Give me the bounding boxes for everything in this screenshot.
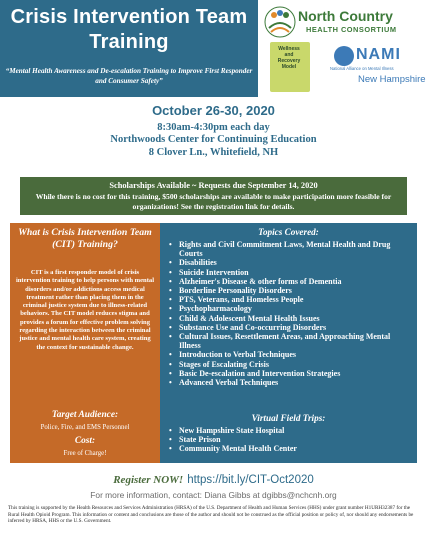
north-country-logo-title: North Country	[298, 8, 393, 24]
wellness-logo-text: Wellness and Recovery Model	[277, 46, 301, 70]
topics-heading: Topics Covered:	[258, 227, 319, 237]
cost-text: Free of Charge!	[63, 450, 107, 457]
event-dates: October 26-30, 2020	[152, 103, 275, 118]
cit-heading: What is Crisis Intervention Team (CIT) Training?	[18, 227, 152, 250]
target-audience-heading: Target Audience:	[51, 410, 119, 420]
logo-area	[258, 0, 427, 97]
list-item: • Introduction to Verbal Techniques	[168, 350, 412, 359]
scholarship-heading: Scholarships Available ~ Requests due September 14, 2020	[109, 181, 318, 190]
list-item: • Basic De-escalation and Intervention Strategies	[168, 369, 412, 378]
field-trips-heading: Virtual Field Trips:	[251, 413, 326, 423]
wellness-recovery-logo	[270, 42, 310, 92]
field-trips-list	[168, 426, 412, 454]
page-title-line1: Crisis Intervention Team	[10, 6, 248, 28]
north-country-logo-subtitle: HEALTH CONSORTIUM	[306, 25, 397, 34]
event-address: 8 Clover Ln., Whitefield, NH	[148, 147, 279, 158]
cit-description: CIT is a first responder model of crisis intervention training to help persons with mental disorders and/or addictions access medical treatment rather than placing them in the criminal justice system due to illness-related behaviors. The CIT model reduces stigma and provides a forum for effective problem solving regarding the interaction between the criminal justice and mental health care system, creating the context for sustainable change.	[15, 269, 155, 351]
list-item: • Suicide Intervention	[168, 268, 412, 277]
event-details	[0, 97, 427, 177]
target-audience-text: Police, Fire, and EMS Personnel	[40, 424, 130, 431]
header-banner	[0, 0, 258, 97]
north-country-logo-icon	[264, 6, 296, 38]
list-item: • Stages of Escalating Crisis	[168, 360, 412, 369]
page-title-line2: Training	[89, 31, 169, 53]
event-venue: Northwoods Center for Continuing Education	[110, 134, 317, 145]
nami-logo-tagline: National Alliance on Mental Illness	[330, 66, 394, 71]
register-line	[0, 470, 427, 488]
page-subtitle: “Mental Health Awareness and De-escalation Training to Improve First Responder and Consumer Safety”	[5, 67, 253, 85]
scholarship-body: While there is no cost for this training, $500 scholarships are available to make participation more feasible for organizations! See the registration link for details.	[35, 192, 392, 211]
cit-description-panel	[10, 223, 160, 463]
cost-heading: Cost:	[74, 436, 96, 446]
event-time: 8:30am-4:30pm each day	[157, 122, 270, 133]
contact-info: For more information, contact: Diana Gibbs at dgibbs@nchcnh.org	[90, 490, 337, 500]
list-item: • Community Mental Health Center	[168, 444, 412, 453]
register-link[interactable]: https://bit.ly/CIT-Oct2020	[187, 474, 314, 486]
topics-list	[168, 240, 412, 387]
list-item: • Rights and Civil Commitment Laws, Mental Health and Drug Courts	[168, 240, 412, 258]
list-item: • Cultural Issues, Resettlement Areas, and Approaching Mental Illness	[168, 332, 412, 350]
nami-logo	[330, 44, 426, 85]
register-label: Register NOW!	[113, 474, 184, 486]
nami-icon	[334, 46, 354, 66]
list-item: • Advanced Verbal Techniques	[168, 378, 412, 387]
scholarship-banner	[20, 177, 407, 215]
list-item: • Psychopharmacology	[168, 304, 412, 313]
list-item: • Substance Use and Co-occurring Disorders	[168, 323, 412, 332]
list-item: • PTS, Veterans, and Homeless People	[168, 295, 412, 304]
list-item: • New Hampshire State Hospital	[168, 426, 412, 435]
list-item: • Borderline Personality Disorders	[168, 286, 412, 295]
topics-panel	[160, 223, 417, 463]
nami-logo-word: NAMI	[356, 46, 401, 63]
list-item: • Disabilities	[168, 258, 412, 267]
funding-disclaimer: This training is supported by the Health Resources and Services Administration (HRSA) of the U.S. Department of Health and Human Services (HHS) under grant number H1URH32387 for the Rural Health Opioid Program. This information or content and conclusions are those of the author and should not be construed as the official position or policy of, nor should any endorsements be inferred by HRSA, HHS or the U.S. Government.	[8, 505, 414, 524]
nami-logo-state: New Hampshire	[358, 74, 426, 85]
list-item: • Child & Adolescent Mental Health Issues	[168, 314, 412, 323]
list-item: • State Prison	[168, 435, 412, 444]
list-item: • Alzheimer's Disease & other forms of Dementia	[168, 277, 412, 286]
